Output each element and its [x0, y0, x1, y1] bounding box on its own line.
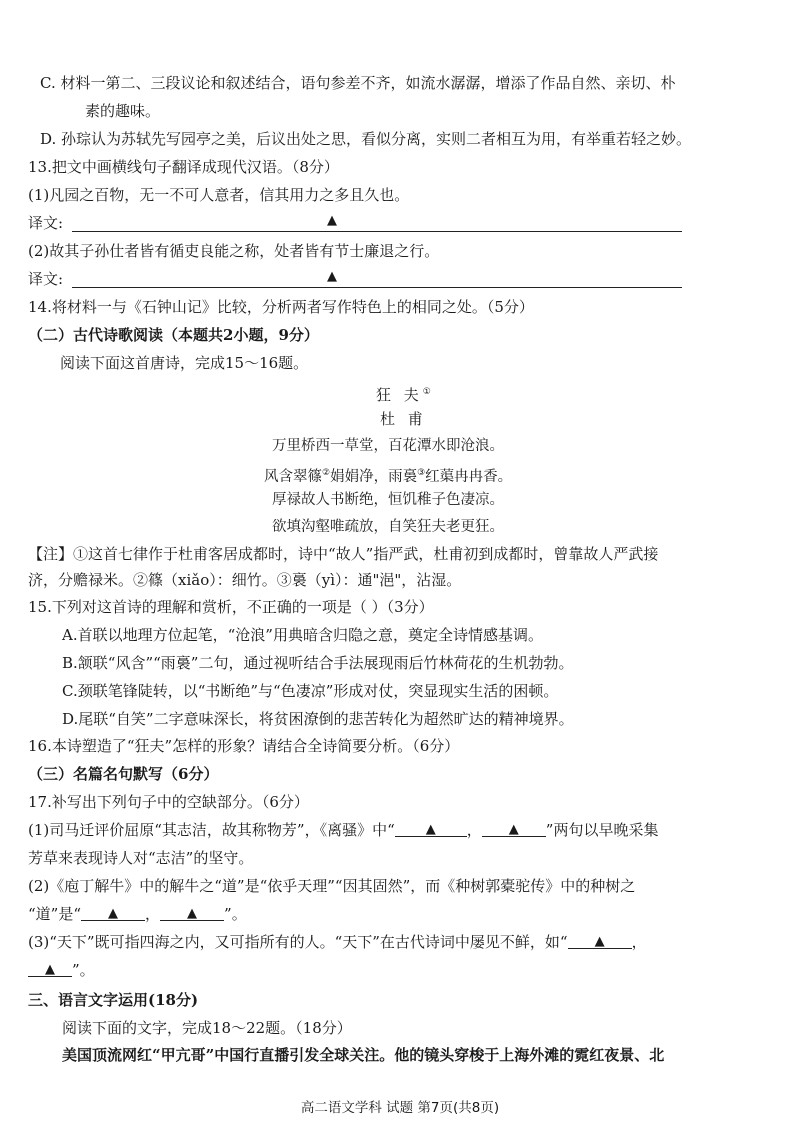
q17-3-blank-1[interactable]	[568, 932, 632, 949]
answer-marker-icon: ▲	[327, 213, 337, 228]
part3-heading: 三、语言文字运用(18分)	[28, 991, 199, 1009]
q17-1-blank-2[interactable]	[482, 820, 546, 837]
q17-item-1-line1	[28, 819, 658, 841]
poem-title-text: 狂 夫	[376, 386, 423, 404]
answer-marker-icon: ▲	[425, 822, 436, 837]
q13-answer-line-1[interactable]	[72, 231, 682, 232]
q17-3-blank-2[interactable]	[28, 960, 72, 977]
q17-2-blank-2[interactable]	[160, 904, 224, 921]
section3-heading: （三）名篇名句默写（6分）	[28, 765, 219, 783]
q13-translate-label-1: 译文:	[28, 214, 64, 232]
q17-item-1-line2: 芳草来表现诗人对“志洁”的坚守。	[28, 849, 254, 867]
q13-translate-label-2: 译文:	[28, 270, 64, 288]
q17-3-text-b: ，	[631, 933, 647, 951]
q17-item-2-line2	[28, 903, 247, 925]
poem-line-2-a: 风含翠篠	[264, 468, 322, 485]
q15-stem: 15.下列对这首诗的理解和赏析，不正确的一项是（ ）（3分）	[28, 598, 434, 616]
poem-line-2-note-2: ②	[322, 468, 331, 478]
q17-1-text-a: (1)司马迁评价屈原“其志洁，故其称物芳”，《离骚》中“	[28, 821, 395, 839]
q17-item-2-line1: (2)《庖丁解牛》中的解牛之“道”是“依乎天理”“因其固然”，而《种树郭橐驼传》中的种树之	[28, 877, 636, 895]
q17-1-blank-1[interactable]	[395, 820, 467, 837]
q16-stem: 16.本诗塑造了“狂夫”怎样的形象？请结合全诗简要分析。（6分）	[28, 737, 460, 755]
q12-option-c-line2: 素的趣味。	[85, 102, 161, 120]
answer-marker-icon: ▲	[45, 962, 55, 977]
section2-heading: （二）古代诗歌阅读（本题共2小题，9分）	[28, 326, 319, 344]
answer-marker-icon: ▲	[327, 269, 337, 284]
poem-line-2-note-3: ③	[417, 468, 426, 478]
q17-2-text-c: ，	[145, 905, 161, 923]
answer-marker-icon: ▲	[108, 906, 119, 921]
poem-author: 杜 甫	[380, 410, 427, 428]
q12-option-c-line1: C. 材料一第二、三段议论和叙述结合，语句参差不齐，如流水潺潺，增添了作品自然、亲切、朴	[40, 74, 676, 92]
poem-title-note: ①	[422, 387, 435, 397]
q15-option-d: D.尾联“自笑”二字意味深长，将贫困潦倒的悲苦转化为超然旷达的精神境界。	[62, 710, 574, 728]
poem-line-3: 厚禄故人书断绝，恒饥稚子色凄凉。	[272, 492, 504, 508]
answer-marker-icon: ▲	[508, 822, 519, 837]
answer-marker-icon: ▲	[187, 906, 198, 921]
poem-line-4: 欲填沟壑唯疏放，自笑狂夫老更狂。	[272, 519, 504, 535]
part3-passage-line1: 美国顶流网红“甲亢哥”中国行直播引发全球关注。他的镜头穿梭于上海外滩的霓红夜景、北	[62, 1046, 665, 1064]
poem-line-2-b: 娟娟净，雨裛	[330, 468, 418, 485]
q13-sentence-2: (2)故其子孙仕者皆有循吏良能之称，处者皆有节士廉退之行。	[28, 242, 440, 260]
part3-intro: 阅读下面的文字，完成18～22题。（18分）	[62, 1019, 352, 1037]
q17-2-text-b: “道”是“	[28, 905, 82, 923]
section2-intro: 阅读下面这首唐诗，完成15～16题。	[60, 354, 309, 372]
q17-3-text-a: (3)“天下”既可指四海之内，又可指所有的人。“天下”在古代诗词中屡见不鲜，如“	[28, 933, 568, 951]
q15-option-c: C.颈联笔锋陡转，以“书断绝”与“色凄凉”形成对仗，突显现实生活的困顿。	[62, 682, 559, 700]
q13-stem: 13.把文中画横线句子翻译成现代汉语。（8分）	[28, 158, 339, 176]
q17-stem: 17.补写出下列句子中的空缺部分。（6分）	[28, 793, 309, 811]
q17-1-text-b: ，	[466, 821, 482, 839]
q14-stem: 14.将材料一与《石钟山记》比较，分析两者写作特色上的相同之处。（5分）	[28, 298, 534, 316]
q17-item-3-line2	[28, 959, 95, 981]
answer-marker-icon: ▲	[594, 934, 605, 949]
q17-1-text-c: ”两句以早晚采集	[545, 821, 659, 839]
page-footer: 高二语文学科 试题 第7页(共8页)	[300, 1100, 500, 1116]
q15-option-b: B.颔联“风含”“雨裛”二句，通过视听结合手法展现雨后竹林荷花的生机勃勃。	[62, 654, 574, 672]
poem-note-line-1: 【注】①这首七律作于杜甫客居成都时，诗中“故人”指严武，杜甫初到成都时，曾靠故人严武接	[28, 545, 659, 563]
q17-2-blank-1[interactable]	[81, 904, 145, 921]
q13-sentence-1: (1)凡园之百物，无一不可人意者，信其用力之多且久也。	[28, 186, 410, 204]
q13-answer-line-2[interactable]	[72, 287, 682, 288]
poem-title	[376, 381, 435, 406]
q17-item-3-line1	[28, 931, 647, 953]
poem-line-2-c: 红蕖冉冉香。	[425, 468, 513, 485]
poem-line-2	[264, 462, 512, 488]
q17-3-text-c: ”。	[72, 961, 95, 979]
q12-option-d: D. 孙琮认为苏轼先写园亭之美，后议出处之思，看似分离，实则二者相互为用，有举重若轻之妙。	[40, 130, 692, 148]
poem-note-line-2: 济，分赡禄米。②篠（xiǎo）：细竹。③裛（yì）：通"浥"，沾湿。	[28, 571, 462, 589]
q15-option-a: A.首联以地理方位起笔，“沧浪”用典暗含归隐之意，奠定全诗情感基调。	[62, 626, 543, 644]
poem-line-1: 万里桥西一草堂，百花潭水即沧浪。	[272, 438, 504, 454]
q17-2-text-d: ”。	[224, 905, 247, 923]
